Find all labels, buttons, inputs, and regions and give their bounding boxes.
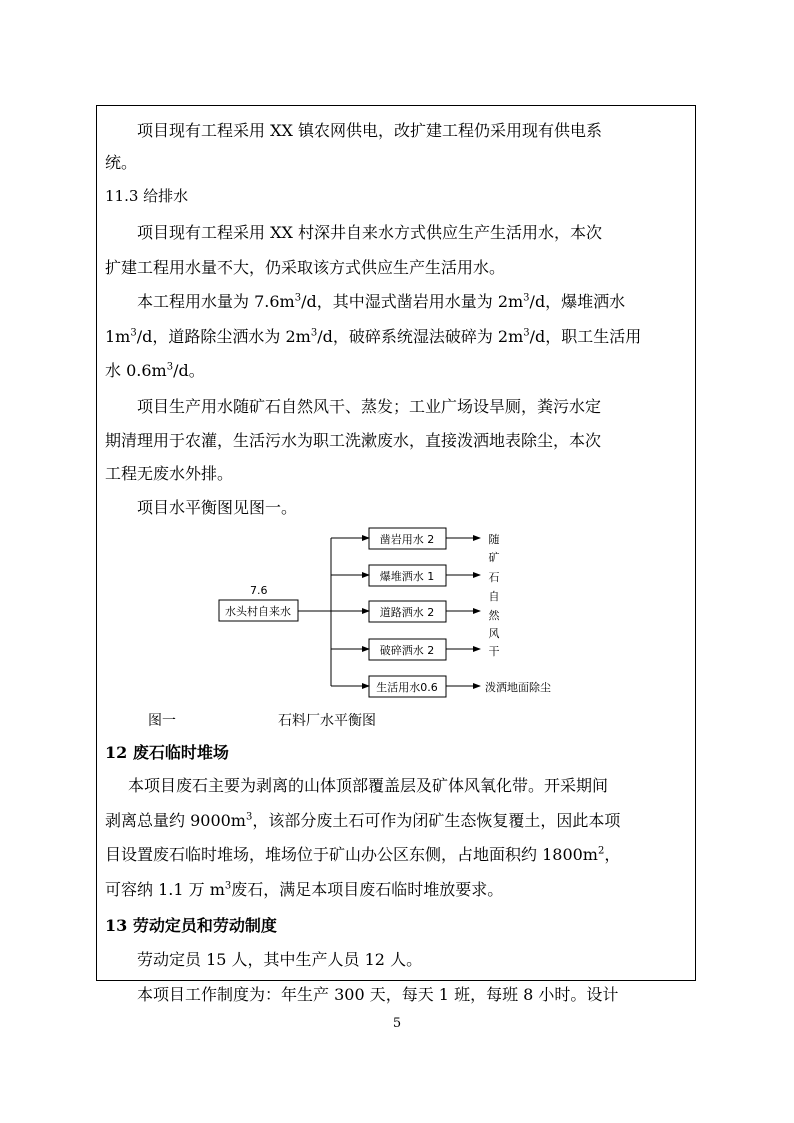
- svg-text:随: 随: [488, 533, 500, 546]
- use-row-crushing: [331, 639, 480, 660]
- source-label: 水头村自来水: [225, 605, 291, 618]
- svg-text:然: 然: [488, 609, 500, 622]
- figure-title: 石料厂水平衡图: [278, 713, 376, 729]
- water-para2-line1: 本工程用水量为 $7.6m^3/d$，其中湿式凿岩用水量为 $2m^3/d$，爆堆洒水: [137, 292, 626, 311]
- use-row-domestic: [331, 676, 480, 697]
- labor-heading: 13 劳动定员和劳动制度: [105, 916, 277, 935]
- domestic-outflow-label: 泼洒地面除尘: [485, 681, 551, 694]
- svg-text:风: 风: [488, 627, 500, 640]
- use-label-blasting: 爆堆洒水 1: [379, 570, 435, 583]
- svg-text:矿: 矿: [488, 551, 500, 564]
- labor-line-1: 劳动定员 15 人，其中生产人员 12 人。: [137, 950, 423, 969]
- source-value: 7.6: [250, 584, 268, 597]
- waste-line-1: 本项目废石主要为剥离的山体顶部覆盖层及矿体风氧化带。开采期间: [128, 776, 609, 795]
- use-label-domestic: 生活用水0.6: [376, 681, 438, 694]
- svg-text:干: 干: [488, 645, 500, 658]
- water-para3-line1: 项目生产用水随矿石自然风干、蒸发；工业广场设旱厕，粪污水定: [137, 397, 602, 416]
- use-label-drilling: 凿岩用水 2: [379, 533, 435, 546]
- water-para3-line2: 期清理用于农灌，生活污水为职工洗漱废水，直接泼洒地表除尘，本次: [105, 431, 602, 450]
- svg-text:自: 自: [488, 590, 500, 603]
- figure-number: 图一: [148, 713, 176, 729]
- use-label-crushing: 破碎洒水 2: [379, 644, 435, 657]
- water-heading: 11.3 给排水: [105, 187, 189, 205]
- use-label-road: 道路洒水 2: [379, 606, 435, 619]
- page-number: 5: [392, 1016, 402, 1031]
- water-para4: 项目水平衡图见图一。: [137, 498, 298, 517]
- svg-text:石: 石: [488, 571, 500, 584]
- waste-line-4: 可容纳 1.1 万 $m^3$废石，满足本项目废石临时堆放要求。: [105, 880, 504, 899]
- power-line-2: 统。: [105, 153, 138, 172]
- water-para1-line1: 项目现有工程采用 XX 村深井自来水方式供应生产生活用水，本次: [137, 223, 602, 242]
- waste-heading: 12 废石临时堆场: [105, 743, 229, 762]
- water-para3-line3: 工程无废水外排。: [105, 464, 234, 483]
- use-row-blasting: [331, 565, 480, 586]
- water-para1-line2: 扩建工程用水量不大，仍采取该方式供应生产生活用水。: [105, 258, 506, 277]
- use-row-road: [331, 601, 480, 622]
- waste-line-3: 目设置废石临时堆场，堆场位于矿山办公区东侧，占地面积约 $1800m^2$，: [105, 845, 621, 864]
- waste-line-2: 剥离总量约 $9000m^3$，该部分废土石可作为闭矿生态恢复覆土，因此本项: [105, 811, 621, 830]
- vertical-outflow-label: [489, 533, 501, 658]
- use-row-drilling: [331, 528, 480, 549]
- water-para2-line3: 水 $0.6m^3/d$。: [105, 361, 205, 380]
- water-para2-line2: $1m^3/d$，道路除尘洒水为 $2m^3/d$，破碎系统湿法破碎为 $2m^3/d$，职工生活用: [105, 327, 642, 346]
- labor-line-2: 本项目工作制度为：年生产 300 天，每天 1 班，每班 8 小时。设计: [137, 985, 619, 1004]
- power-line-1: 项目现有工程采用 XX 镇农网供电，改扩建工程仍采用现有供电系: [137, 121, 602, 140]
